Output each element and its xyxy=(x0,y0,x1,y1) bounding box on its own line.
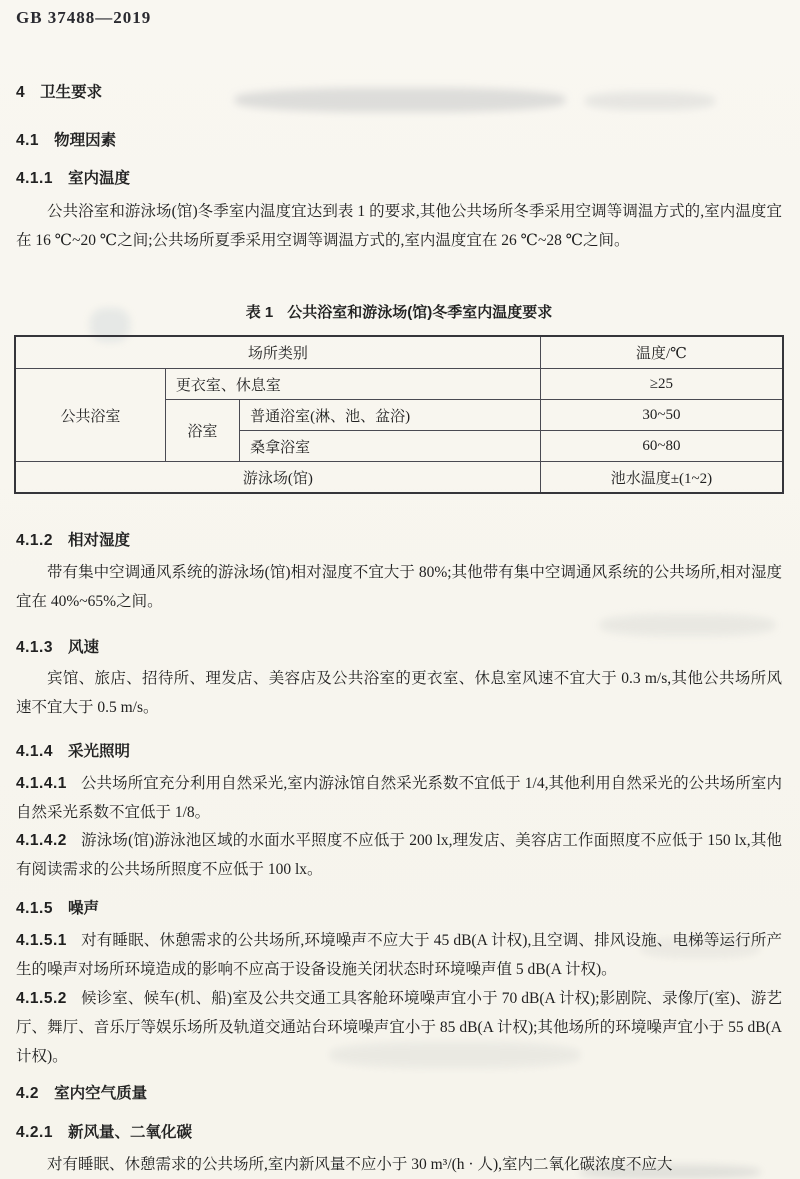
scan-smudge xyxy=(585,92,715,110)
section-heading-4-2-1 xyxy=(16,1120,192,1142)
clause-number: 4.1.4.1 xyxy=(16,775,67,792)
section-title: 噪声 xyxy=(67,900,99,917)
paragraph-4-1-3: 宾馆、旅店、招待所、理发店、美容店及公共浴室的更衣室、休息室风速不宜大于 0.3 m/s,其他公共场所风速不宜大于 0.5 m/s。 xyxy=(16,670,782,716)
section-title: 新风量、二氧化碳 xyxy=(67,1124,192,1141)
table-row xyxy=(15,462,783,494)
doc-number: GB 37488—2019 xyxy=(16,8,152,27)
table-cell-bathhouse: 公共浴室 xyxy=(15,369,165,462)
section-title: 采光照明 xyxy=(67,743,130,760)
clause-text: 游泳场(馆)游泳池区域的水面水平照度不应低于 200 lx,理发店、美容店工作面照度不应低于 150 lx,其他有阅读需求的公共场所照度不应低于 100 lx。 xyxy=(16,832,782,878)
table-cell-sauna-temp: 60~80 xyxy=(540,431,783,462)
table-cell-ordinary: 普通浴室(淋、池、盆浴) xyxy=(240,400,541,431)
table-header-place: 场所类别 xyxy=(15,336,540,369)
section-title: 卫生要求 xyxy=(40,84,103,101)
section-number: 4.2.1 xyxy=(16,1124,53,1141)
table-caption-label: 表 1 xyxy=(245,304,274,321)
section-heading-4-1-2 xyxy=(16,528,130,550)
section-number: 4.1 xyxy=(16,132,40,149)
paragraph-4-2-1: 对有睡眠、休憩需求的公共场所,室内新风量不应小于 30 m³/(h · 人),室内二氧化碳浓度不应大 xyxy=(47,1156,673,1173)
section-number: 4.2 xyxy=(16,1085,40,1102)
section-heading-4-2 xyxy=(16,1081,147,1103)
section-title: 室内温度 xyxy=(67,170,130,187)
clause-4-1-5-2 xyxy=(16,984,782,1071)
section-number: 4.1.2 xyxy=(16,532,53,549)
section-heading-4-1-3 xyxy=(16,635,99,657)
clause-4-1-5-1 xyxy=(16,926,782,984)
section-title: 室内空气质量 xyxy=(54,1085,148,1102)
section-heading-4 xyxy=(16,80,102,102)
section-heading-4-1-1 xyxy=(16,166,130,188)
clause-text: 对有睡眠、休憩需求的公共场所,环境噪声不应大于 45 dB(A 计权),且空调、排风设施、电梯等运行所产生的噪声对场所环境造成的影响不应高于设备设施关闭状态时环境噪声值 5 dB(A 计权)。 xyxy=(16,932,782,978)
clause-4-1-4-1 xyxy=(16,769,782,827)
table-cell-dressing: 更衣室、休息室 xyxy=(165,369,540,400)
section-heading-4-1 xyxy=(16,128,116,150)
section-title: 物理因素 xyxy=(54,132,117,149)
table-cell-pool: 游泳场(馆) xyxy=(15,462,540,494)
table-row xyxy=(15,369,783,400)
table-caption-text: 公共浴室和游泳场(馆)冬季室内温度要求 xyxy=(287,304,553,321)
table-cell-dressing-temp: ≥25 xyxy=(540,369,783,400)
section-number: 4.1.4 xyxy=(16,743,53,760)
clause-number: 4.1.5.2 xyxy=(16,990,67,1007)
table-header-row xyxy=(15,336,783,369)
scan-smudge xyxy=(235,88,565,112)
section-title: 风速 xyxy=(67,639,99,656)
section-heading-4-1-5 xyxy=(16,896,99,918)
table-cell-ordinary-temp: 30~50 xyxy=(540,400,783,431)
table-caption xyxy=(16,301,782,322)
section-number: 4 xyxy=(16,84,26,101)
temperature-table xyxy=(14,335,784,494)
section-heading-4-1-4 xyxy=(16,739,130,761)
table-cell-bathroom: 浴室 xyxy=(165,400,239,462)
paragraph-4-1-2: 带有集中空调通风系统的游泳场(馆)相对湿度不宜大于 80%;其他带有集中空调通风系统的公共场所,相对湿度宜在 40%~65%之间。 xyxy=(16,564,782,610)
table-cell-pool-temp: 池水温度±(1~2) xyxy=(540,462,783,494)
section-number: 4.1.5 xyxy=(16,900,53,917)
section-number: 4.1.3 xyxy=(16,639,53,656)
clause-4-1-4-2 xyxy=(16,826,782,884)
scan-smudge xyxy=(600,614,775,636)
table-header-temp: 温度/℃ xyxy=(540,336,783,369)
clause-number: 4.1.4.2 xyxy=(16,832,67,849)
clause-text: 公共场所宜充分利用自然采光,室内游泳馆自然采光系数不宜低于 1/4,其他利用自然采光的公共场所室内自然采光系数不宜低于 1/8。 xyxy=(16,775,782,821)
clause-number: 4.1.5.1 xyxy=(16,932,67,949)
table-cell-sauna: 桑拿浴室 xyxy=(240,431,541,462)
section-number: 4.1.1 xyxy=(16,170,53,187)
section-title: 相对湿度 xyxy=(67,532,130,549)
paragraph-4-1-1: 公共浴室和游泳场(馆)冬季室内温度宜达到表 1 的要求,其他公共场所冬季采用空调等调温方式的,室内温度宜在 16 ℃~20 ℃之间;公共场所夏季采用空调等调温方式的,室内温度宜在 26 ℃~28 ℃之间。 xyxy=(16,203,782,249)
clause-text: 候诊室、候车(机、船)室及公共交通工具客舱环境噪声宜小于 70 dB(A 计权);影剧院、录像厅(室)、游艺厅、舞厅、音乐厅等娱乐场所及轨道交通站台环境噪声宜小于 85 dB(A 计权);其他场所的环境噪声宜小于 55 dB(A 计权)。 xyxy=(16,990,782,1065)
